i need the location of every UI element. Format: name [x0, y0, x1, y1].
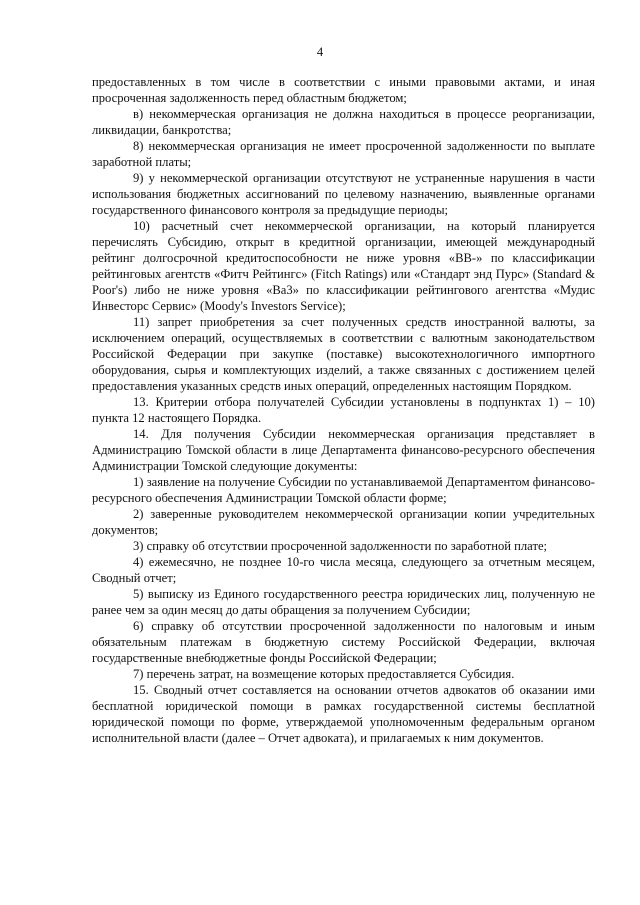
paragraph: 5) выписку из Единого государственного реестра юридических лиц, полученную не ранее чем за один месяц до даты обращения за получением Субсидии;: [92, 587, 595, 617]
paragraph: 3) справку об отсутствии просроченной задолженности по заработной плате;: [133, 539, 548, 553]
paragraph: 10) расчетный счет некоммерческой организации, на который планируется перечислять Субсидию, открыт в кредитной организации, имеющей международный рейтинг долгосрочной кредитоспособности не ниже уровня «BB-» по классификации рейтинговых агентств «Фитч Рейтингс» (Fitch Ratings) или «Стандарт энд Пурс» (Standard & Poor's) либо не ниже уровня «Ba3» по классификации рейтингового агентства «Мудис Инвесторс Сервис» (Moody's Investors Service);: [92, 219, 595, 313]
paragraph: 14. Для получения Субсидии некоммерческая организация представляет в Администрацию Томской области в лице Департамента финансово-ресурсного обеспечения Администрации Томской следующие документы:: [92, 427, 595, 473]
paragraph: предоставленных в том числе в соответствии с иными правовыми актами, и иная просроченная задолженность перед областным бюджетом;: [92, 75, 595, 105]
paragraph: 4) ежемесячно, не позднее 10-го числа месяца, следующего за отчетным месяцем, Сводный отчет;: [92, 555, 595, 585]
paragraph: 8) некоммерческая организация не имеет просроченной задолженности по выплате заработной платы;: [92, 139, 595, 169]
paragraph: в) некоммерческая организация не должна находиться в процессе реорганизации, ликвидации, банкротства;: [92, 107, 595, 137]
paragraph: 15. Сводный отчет составляется на основании отчетов адвокатов об оказании ими бесплатной юридической помощи в рамках государственной системы бесплатной юридической помощи по форме, утверждаемой уполномоченным федеральным органом исполнительной власти (далее – Отчет адвоката), и прилагаемых к ним документов.: [92, 683, 595, 745]
paragraph: 9) у некоммерческой организации отсутствуют не устраненные нарушения в части использования бюджетных ассигнований по целевому назначению, выявленные органами государственного финансового контроля за предыдущие периоды;: [92, 171, 595, 217]
paragraph: 7) перечень затрат, на возмещение которых предоставляется Субсидия.: [133, 667, 515, 681]
paragraph: 2) заверенные руководителем некоммерческой организации копии учредительных документов;: [92, 507, 595, 537]
paragraph: 13. Критерии отбора получателей Субсидии установлены в подпунктах 1) – 10) пункта 12 настоящего Порядка.: [92, 395, 595, 425]
page-number: 4: [316, 45, 324, 59]
document-body: [92, 74, 595, 746]
paragraph: 1) заявление на получение Субсидии по устанавливаемой Департаментом финансово-ресурсного обеспечения Администрации Томской области форме;: [92, 475, 595, 505]
paragraph: 6) справку об отсутствии просроченной задолженности по налоговым и иным обязательным платежам в бюджетную систему Российской Федерации, включая государственные внебюджетные фонды Российской Федерации;: [92, 619, 595, 665]
paragraph: 11) запрет приобретения за счет полученных средств иностранной валюты, за исключением операций, осуществляемых в соответствии с валютным законодательством Российской Федерации при закупке (поставке) высокотехнологичного импортного оборудования, сырья и комплектующих изделий, а также связанных с достижением целей предоставления указанных средств иных операций, определенных настоящим Порядком.: [92, 315, 595, 393]
